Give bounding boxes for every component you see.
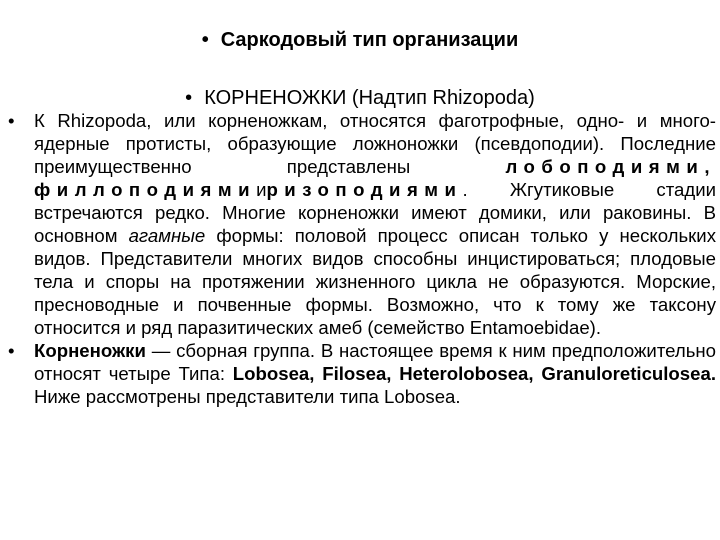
subtitle-text: КОРНЕНОЖКИ (Надтип Rhizopoda) [204,87,535,109]
p2-text-2: Ниже рассмотрены представители типа Lobosea. [34,386,461,407]
p1-and: и [256,179,267,200]
p1-text-1: К Rhizopoda, или корненожкам, относятся фаготрофные, одно- и много-ядерные протисты, образующие ложноножки (псевдоподии). Последние преимущественно представлены [34,110,716,177]
p1-text-3: формы: половой процесс описан только у нескольких видов. Представители многих видов способны инцистироваться; плодовые тела и споры на протяжении жизненного цикла не образуются. Морские, пресноводные и почвенные формы. Возможно, что к тому же таксону относится и ряд паразитических амеб (семейство Entamoebidae). [34,225,716,338]
types-list: Lobosea, Filosea, Heterolobosea, Granuloreticulosea. [232,363,716,384]
paragraph-korrenozhki [8,339,716,408]
bullet-icon: • [8,340,15,361]
p2-text-1: — сборная группа. В настоящее время к ним предположительно относят четыре Типа: [34,340,716,384]
bullet-icon: • [185,87,193,109]
bullet-icon: • [8,110,15,131]
p1-comma: , [704,156,716,177]
slide-subtitle [0,86,720,110]
term-agamnye: агамные [128,225,206,246]
p1-text-2: . Жгутиковые стадии встречаются редко. Многие корненожки имеют домики, или раковины. В основном [34,179,716,246]
title-text: Саркодовый тип организации [220,29,519,51]
slide-title [0,28,720,52]
term-korrenozhki: Корненожки [34,340,146,361]
bullet-icon: • [201,29,209,51]
content-list [8,109,716,408]
term-rhizopodia: ризоподиями [266,179,463,200]
paragraph-rhizopoda [8,109,716,339]
term-lobopodia: лобоподиями [505,156,705,177]
term-filopodia: филлоподиями [34,179,257,200]
